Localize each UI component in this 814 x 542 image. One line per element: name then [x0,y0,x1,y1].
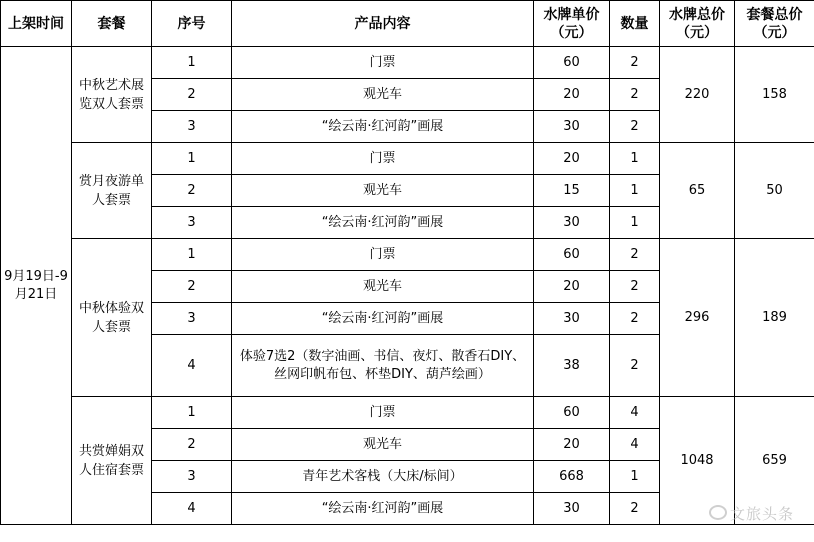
qty-cell: 2 [610,79,660,111]
content-cell: 门票 [232,397,534,429]
watermark-text: 文旅头条 [729,505,794,523]
seq-cell: 1 [152,239,232,271]
content-cell: 门票 [232,239,534,271]
content-cell: 观光车 [232,175,534,207]
table-row [1,239,814,271]
unit-price-cell: 20 [534,429,610,461]
seq-cell: 2 [152,175,232,207]
content-cell: “绘云南·红河韵”画展 [232,207,534,239]
seq-cell: 1 [152,143,232,175]
content-cell: 观光车 [232,429,534,461]
package-name-cell: 赏月夜游单人套票 [72,143,152,239]
unit-price-cell: 30 [534,303,610,335]
table-row [1,47,814,79]
seq-cell: 3 [152,303,232,335]
unit-price-cell: 20 [534,143,610,175]
qty-cell: 4 [610,429,660,461]
content-cell: 观光车 [232,271,534,303]
package-name-cell: 中秋体验双人套票 [72,239,152,397]
package-price-cell: 158 [735,47,814,143]
qty-cell: 2 [610,111,660,143]
unit-price-cell: 15 [534,175,610,207]
unit-price-cell: 20 [534,271,610,303]
seq-cell: 4 [152,335,232,397]
unit-price-cell: 30 [534,207,610,239]
qty-cell: 2 [610,303,660,335]
seq-cell: 1 [152,47,232,79]
qty-cell: 2 [610,493,660,525]
unit-price-cell: 60 [534,397,610,429]
content-cell: “绘云南·红河韵”画展 [232,303,534,335]
table-row [1,143,814,175]
content-cell: “绘云南·红河韵”画展 [232,493,534,525]
package-price-cell: 189 [735,239,814,397]
header-total-price: 水牌总价（元） [660,1,735,47]
content-cell: “绘云南·红河韵”画展 [232,111,534,143]
qty-cell: 2 [610,271,660,303]
unit-price-cell: 20 [534,79,610,111]
seq-cell: 2 [152,79,232,111]
qty-cell: 2 [610,239,660,271]
seq-cell: 3 [152,111,232,143]
content-cell: 门票 [232,143,534,175]
seq-cell: 2 [152,271,232,303]
content-cell: 门票 [232,47,534,79]
header-content: 产品内容 [232,1,534,47]
unit-price-cell: 60 [534,239,610,271]
header-package-price: 套餐总价（元） [735,1,814,47]
header-row [1,1,814,47]
content-cell: 体验7选2（数字油画、书信、夜灯、散香石DIY、丝网印帆布包、杯垫DIY、葫芦绘画） [232,335,534,397]
seq-cell: 3 [152,461,232,493]
package-price-cell: 50 [735,143,814,239]
header-unit-price: 水牌单价（元） [534,1,610,47]
content-cell: 观光车 [232,79,534,111]
seq-cell: 4 [152,493,232,525]
unit-price-cell: 30 [534,111,610,143]
package-name-cell: 中秋艺术展览双人套票 [72,47,152,143]
unit-price-cell: 38 [534,335,610,397]
header-time: 上架时间 [1,1,72,47]
total-price-cell: 296 [660,239,735,397]
qty-cell: 2 [610,335,660,397]
qty-cell: 1 [610,143,660,175]
table-row [1,397,814,429]
total-price-cell: 65 [660,143,735,239]
seq-cell: 1 [152,397,232,429]
content-cell: 青年艺术客栈（大床/标间） [232,461,534,493]
seq-cell: 3 [152,207,232,239]
qty-cell: 1 [610,207,660,239]
seq-cell: 2 [152,429,232,461]
qty-cell: 4 [610,397,660,429]
header-seq: 序号 [152,1,232,47]
qty-cell: 1 [610,461,660,493]
time-range-cell: 9月19日-9月21日 [1,47,72,525]
package-name-cell: 共赏婵娟双人住宿套票 [72,397,152,525]
unit-price-cell: 60 [534,47,610,79]
package-price-cell: 659 [735,397,814,525]
header-package: 套餐 [72,1,152,47]
unit-price-cell: 668 [534,461,610,493]
total-price-cell: 220 [660,47,735,143]
total-price-cell: 1048 [660,397,735,525]
qty-cell: 1 [610,175,660,207]
unit-price-cell: 30 [534,493,610,525]
qty-cell: 2 [610,47,660,79]
header-qty: 数量 [610,1,660,47]
